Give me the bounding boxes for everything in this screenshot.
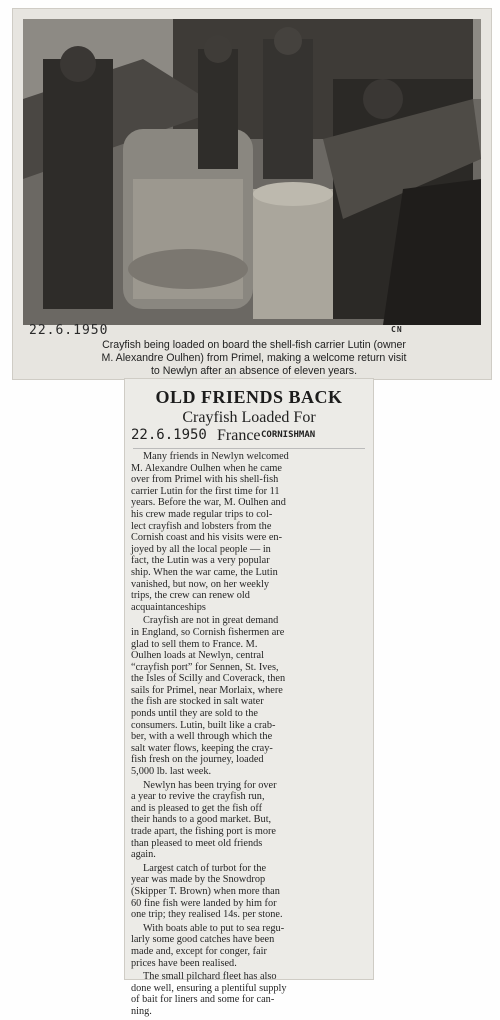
text-line: ponds until they are sold to the bbox=[131, 708, 258, 720]
text-line: year was made by the Snowdrop bbox=[131, 874, 266, 886]
article-body bbox=[131, 451, 367, 1020]
text-line: vanished, but now, on her weekly bbox=[131, 578, 270, 590]
text-line: one trip; they realised 14s. per stone. bbox=[131, 909, 283, 921]
text-line: Many friends in Newlyn welcomed bbox=[143, 451, 289, 462]
article-headline: OLD FRIENDS BACK bbox=[155, 387, 343, 407]
article-subhead-end: France bbox=[217, 427, 261, 444]
text-line: than pleased to meet old friends bbox=[131, 837, 263, 849]
text-line: the Isles of Scilly and Coverack, then bbox=[131, 673, 286, 685]
caption-line: to Newlyn after an absence of eleven years. bbox=[150, 365, 358, 377]
handwritten-date: 22.6.1950 bbox=[131, 427, 207, 443]
photo-clipping bbox=[12, 8, 492, 380]
text-line: 60 fine fish were landed by him for bbox=[131, 897, 277, 909]
text-line: Crayfish are not in great demand bbox=[143, 615, 279, 627]
text-line: his crew made regular trips to col- bbox=[131, 508, 273, 520]
text-line: Largest catch of turbot for the bbox=[143, 862, 267, 874]
text-line: trips, the crew can renew old bbox=[131, 590, 250, 602]
handwritten-date: 22.6.1950 bbox=[29, 323, 109, 338]
text-line: (Skipper T. Brown) when more than bbox=[131, 885, 280, 897]
text-line: made and, except for conger, fair bbox=[131, 945, 267, 957]
text-line: Newlyn has been trying for over bbox=[143, 779, 277, 791]
caption-line: M. Alexandre Oulhen) from Primel, making a welcome return visit bbox=[101, 352, 407, 364]
text-line: Cornish coast and his visits were en- bbox=[131, 532, 282, 544]
text-line: glad to sell them to France. M. bbox=[131, 638, 258, 650]
text-line: years. Before the war, M. Oulhen and bbox=[131, 497, 286, 509]
text-line: a year to revive the crayfish run, bbox=[131, 791, 265, 803]
text-line: prices have been realised. bbox=[131, 957, 237, 969]
paragraph bbox=[131, 451, 367, 613]
text-line: With boats able to put to sea regu- bbox=[143, 922, 285, 934]
text-line: ning. bbox=[131, 1005, 152, 1017]
text-line: “crayfish port” for Sennen, St. Ives, bbox=[131, 661, 279, 673]
text-line: of bait for liners and some for can- bbox=[131, 994, 275, 1006]
text-line: again. bbox=[131, 849, 156, 861]
text-line: their hands to a good market. But, bbox=[131, 814, 272, 826]
paragraph bbox=[131, 923, 367, 969]
text-line: Oulhen loads at Newlyn, central bbox=[131, 650, 264, 662]
text-line: larly some good catches have been bbox=[131, 934, 275, 946]
text-line: salt water flows, keeping the cray- bbox=[131, 742, 273, 754]
paragraph bbox=[131, 780, 367, 861]
photo-scene bbox=[23, 19, 481, 325]
divider bbox=[133, 448, 365, 449]
text-line: and is pleased to get the fish off bbox=[131, 802, 263, 814]
paragraph bbox=[131, 863, 367, 921]
text-line: the fish are stocked in salt water bbox=[131, 696, 264, 708]
text-line: consumers. Lutin, built like a crab- bbox=[131, 719, 276, 731]
text-line: joyed by all the local people — in bbox=[131, 543, 271, 555]
text-line: sails for Primel, near Morlaix, where bbox=[131, 684, 283, 696]
caption-line: Crayfish being loaded on board the shell-fish carrier Lutin (owner bbox=[102, 339, 406, 351]
article-clipping bbox=[124, 378, 374, 1017]
text-line: ship. When the war came, the Lutin bbox=[131, 566, 278, 578]
text-line: in England, so Cornish fishermen are bbox=[131, 626, 285, 638]
text-line: trade apart, the fishing port is more bbox=[131, 826, 276, 837]
handwritten-initials: CN bbox=[391, 325, 403, 334]
text-line: The small pilchard fleet has also bbox=[143, 971, 277, 983]
paragraph bbox=[131, 971, 367, 1017]
text-line: acquaintanceships bbox=[131, 601, 206, 613]
text-line: M. Alexandre Oulhen when he came bbox=[131, 462, 282, 474]
text-line: done well, ensuring a plentiful supply bbox=[131, 982, 287, 994]
article-subhead: Crayfish Loaded For bbox=[182, 409, 316, 426]
text-line: lect crayfish and lobsters from the bbox=[131, 520, 272, 532]
text-line: fact, the Lutin was a very popular bbox=[131, 555, 270, 567]
paragraph bbox=[131, 615, 367, 777]
text-line: 5,000 lb. last week. bbox=[131, 766, 212, 778]
text-line: fish fresh on the journey, loaded bbox=[131, 754, 264, 766]
text-line: ber, with a well through which the bbox=[131, 731, 273, 743]
newspaper-photograph bbox=[23, 19, 481, 325]
text-line: carrier Lutin for the first time for 11 bbox=[131, 485, 280, 497]
photo-caption bbox=[27, 339, 481, 378]
text-line: over from Primel with his shell-fish bbox=[131, 474, 279, 486]
handwritten-publication: CORNISHMAN bbox=[261, 430, 316, 440]
